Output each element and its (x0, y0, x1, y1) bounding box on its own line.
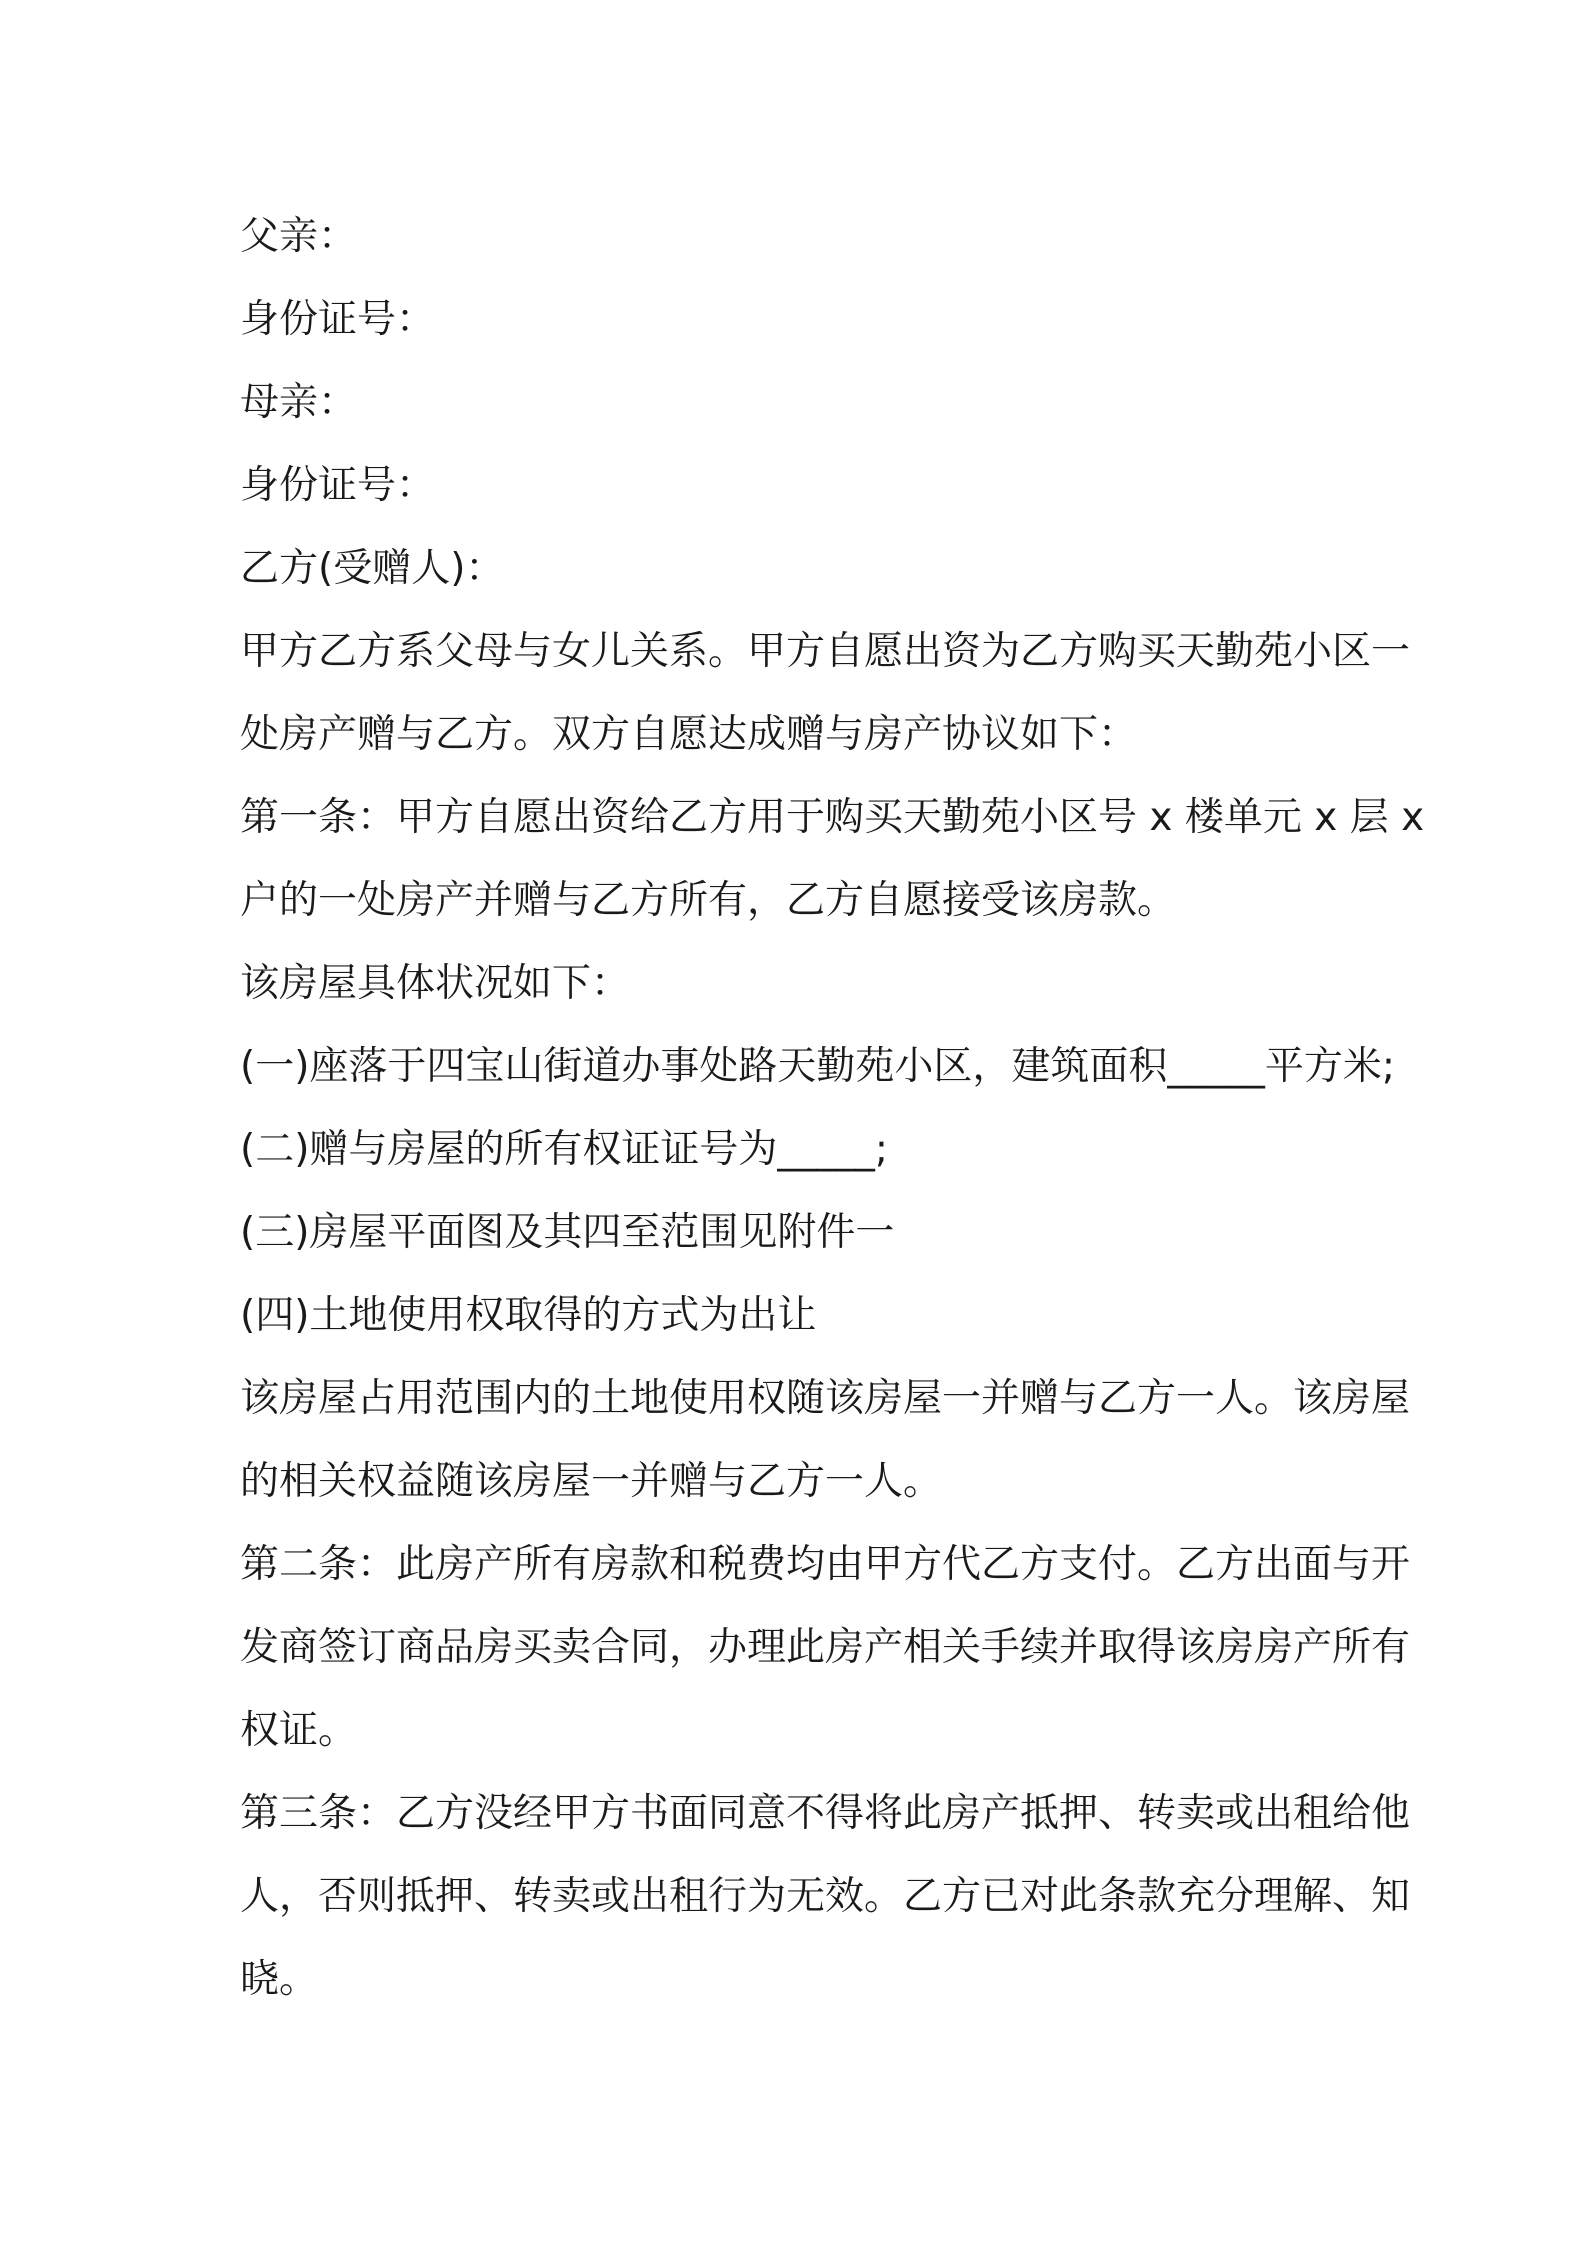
text-line: (四)土地使用权取得的方式为出让 (240, 1293, 817, 1338)
text-line: 乙方(受赠人)： (240, 546, 505, 591)
text-line: 第三条：乙方没经甲方书面同意不得将此房产抵押、转卖或出租给他 (240, 1791, 1411, 1836)
document-body (240, 195, 1425, 2021)
text-line: 母亲： (240, 380, 358, 425)
text-line: 该房屋占用范围内的土地使用权随该房屋一并赠与乙方一人。该房屋 (240, 1376, 1411, 1421)
text-line: 的相关权益随该房屋一并赠与乙方一人。 (240, 1459, 943, 1504)
text-line: 权证。 (240, 1708, 358, 1753)
text-line: 第一条：甲方自愿出资给乙方用于购买天勤苑小区号 x 楼单元 x 层 x (240, 795, 1425, 840)
text-line: 人，否则抵押、转卖或出租行为无效。乙方已对此条款充分理解、知 (240, 1874, 1411, 1919)
text-line: 处房产赠与乙方。双方自愿达成赠与房产协议如下： (240, 712, 1138, 757)
text-line: 户的一处房产并赠与乙方所有，乙方自愿接受该房款。 (240, 878, 1177, 923)
text-line: 第二条：此房产所有房款和税费均由甲方代乙方支付。乙方出面与开 (240, 1542, 1411, 1587)
text-line: (三)房屋平面图及其四至范围见附件一 (240, 1210, 895, 1255)
text-line: (二)赠与房屋的所有权证证号为_____; (240, 1127, 889, 1172)
text-line: 甲方乙方系父母与女儿关系。甲方自愿出资为乙方购买天勤苑小区一 (240, 629, 1411, 674)
text-line: 发商签订商品房买卖合同，办理此房产相关手续并取得该房房产所有 (240, 1625, 1411, 1670)
text-line: 该房屋具体状况如下： (240, 961, 631, 1006)
text-line: 晓。 (240, 1957, 319, 2002)
text-line: (一)座落于四宝山街道办事处路天勤苑小区，建筑面积_____平方米; (240, 1044, 1396, 1089)
text-line: 身份证号： (240, 297, 436, 342)
text-line: 父亲： (240, 214, 358, 259)
text-line: 身份证号： (240, 463, 436, 508)
